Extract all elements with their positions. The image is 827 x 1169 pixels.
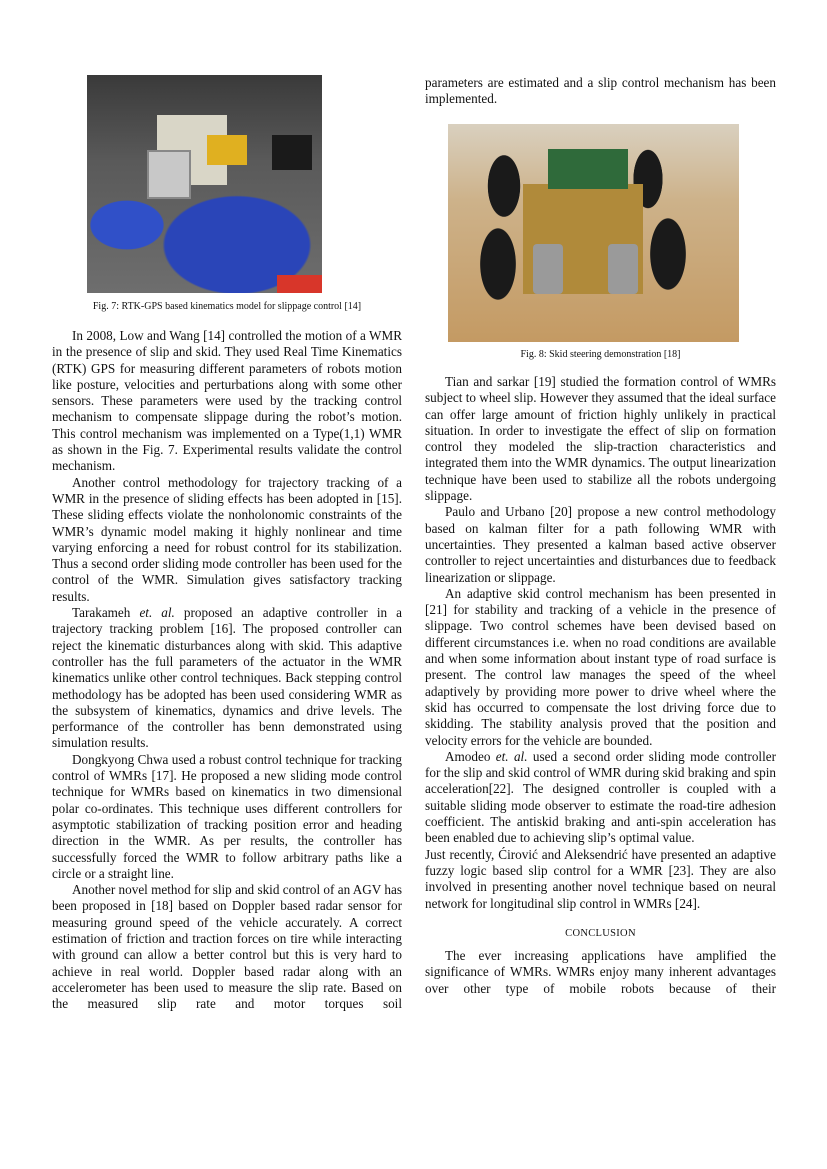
paragraph: Paulo and Urbano [20] propose a new control methodology based on kalman filter for a path following WMR with uncertainties. They presented a kalman based active observer controller to reject uncertainties and disturbances due to feedback linearization or slippage. <box>425 504 776 585</box>
text: Tarakameh <box>72 605 140 621</box>
right-column <box>425 374 776 997</box>
paragraph: Dongkyong Chwa used a robust control technique for tracking control of WMRs [17]. He proposed a new sliding mode control technique for WMRs based on kinematics in two dimensional polar co-ordinates. This technique uses different controllers for asymptotic stabilization of tracking position error and heading direction in the WMR. As per results, the controller has successfully forced the WMR to follow arbitrary paths like a circle or a straight line. <box>52 751 402 881</box>
text: Amodeo <box>445 748 496 764</box>
robot-tag <box>277 275 322 293</box>
figure-8-caption: Fig. 8: Skid steering demonstration [18] <box>520 349 681 360</box>
paragraph: Tian and sarkar [19] studied the formation control of WMRs subject to wheel slip. However they assumed that the ideal surface can offer large amount of friction highly unlikely in practical situation. In order to investigate the effect of slip on formation control they modeled the slip-traction characteristics and integrated them into the WMR dynamics. The output linearization technique have been used to stabilize all the robots undergoing slippage. <box>425 374 776 504</box>
left-column <box>52 328 402 1012</box>
paragraph: The ever increasing applications have amplified the significance of WMRs. WMRs enjoy many inherent advantages over other type of mobile robots because of their <box>425 948 776 996</box>
robot-controller <box>272 135 312 170</box>
right-column-top <box>425 75 776 108</box>
section-heading: CONCLUSION <box>565 927 636 939</box>
paragraph: Another control methodology for trajectory tracking of a WMR in the presence of sliding effects has been adopted in [15]. These sliding effects violate the nonholonomic constraints of the WMR’s dynamic model making it highly nonlinear and time varying enforcing a need for robust control for its stabilization. Thus a second order sliding mode controller has been used for the control of the WMR. Simulation gives satisfactory tracking results. <box>52 474 402 604</box>
paragraph: Another novel method for slip and skid control of an AGV has been proposed in [18] based on Doppler based radar sensor for measuring ground speed of the vehicle accurately. A correct estimation of friction and traction forces on tire while interacting with ground can allow a better control but this is very hard to achieve in real world. Doppler based radar along with an accelerometer has been used to measure the slip rate. Based on the measured slip rate and motor torques soil <box>52 882 402 1012</box>
robot-motor <box>608 244 638 294</box>
paragraph <box>425 749 776 847</box>
robot-screen <box>147 150 191 199</box>
paragraph: Just recently, Ćirović and Aleksendrić have presented an adaptive fuzzy logic based slip control for a WMR [23]. They are also involved in presenting another novel technique based on neural network for longitudinal slip control in WMRs [24]. <box>425 846 776 911</box>
robot-motor <box>533 244 563 294</box>
paragraph: parameters are estimated and a slip control mechanism has been implemented. <box>425 75 776 107</box>
italic-text: et. al. <box>139 605 175 621</box>
robot-circuit-board <box>548 149 628 189</box>
text: proposed an adaptive controller in a trajectory tracking problem [16]. The proposed controller can reject the kinematic disturbances along with skid. This adaptive controller has the full parameters of the actuator in the WMR kinematics unlike other control techniques. Back stepping control methodology has be adopted has been used considering WMR as the subsystem of kinematics, dynamics and drive levels. The performance of the controller has benn demonstrated using simulation results. <box>52 605 402 751</box>
italic-text: et. al. <box>495 748 528 764</box>
figure-8-image <box>448 124 739 342</box>
robot-battery <box>207 135 247 165</box>
paragraph: In 2008, Low and Wang [14] controlled the motion of a WMR in the presence of slip and skid. They used Real Time Kinematics (RTK) GPS for measuring different parameters of robots motion like posture, velocities and perturbations along with some other sensors. These parameters were used by the tracking control mechanism to compensate slippage during the robot’s motion. This control mechanism was implemented on a Type(1,1) WMR as shown in the Fig. 7. Experimental results validate the control mechanism. <box>52 328 402 474</box>
text: used a second order sliding mode controller for the slip and skid control of WMR during skid braking and spin acceleration[22]. The designed controller is coupled with a suitable sliding mode observer to estimate the road-tire adhesion coefficient. The antiskid braking and anti-spin acceleration has been enabled due to achieving slip’s optimal value. <box>425 748 776 846</box>
paragraph <box>52 605 402 752</box>
figure-7-caption: Fig. 7: RTK-GPS based kinematics model for slippage control [14] <box>92 301 362 312</box>
paragraph: An adaptive skid control mechanism has been presented in [21] for stability and tracking of a vehicle in the presence of slippage. Two control schemes have been devised based on different circumstances i.e. when no road conditions are available and when some information about instant type of road surface is present. The control law manages the speed of the wheel adaptively by providing more power to drive wheel where the skid has occurred to compensate the lost driving force due to skidding. The stability analysis proved that the position and velocity errors for the vehicle are bounded. <box>425 585 776 748</box>
figure-7-image <box>87 75 322 293</box>
